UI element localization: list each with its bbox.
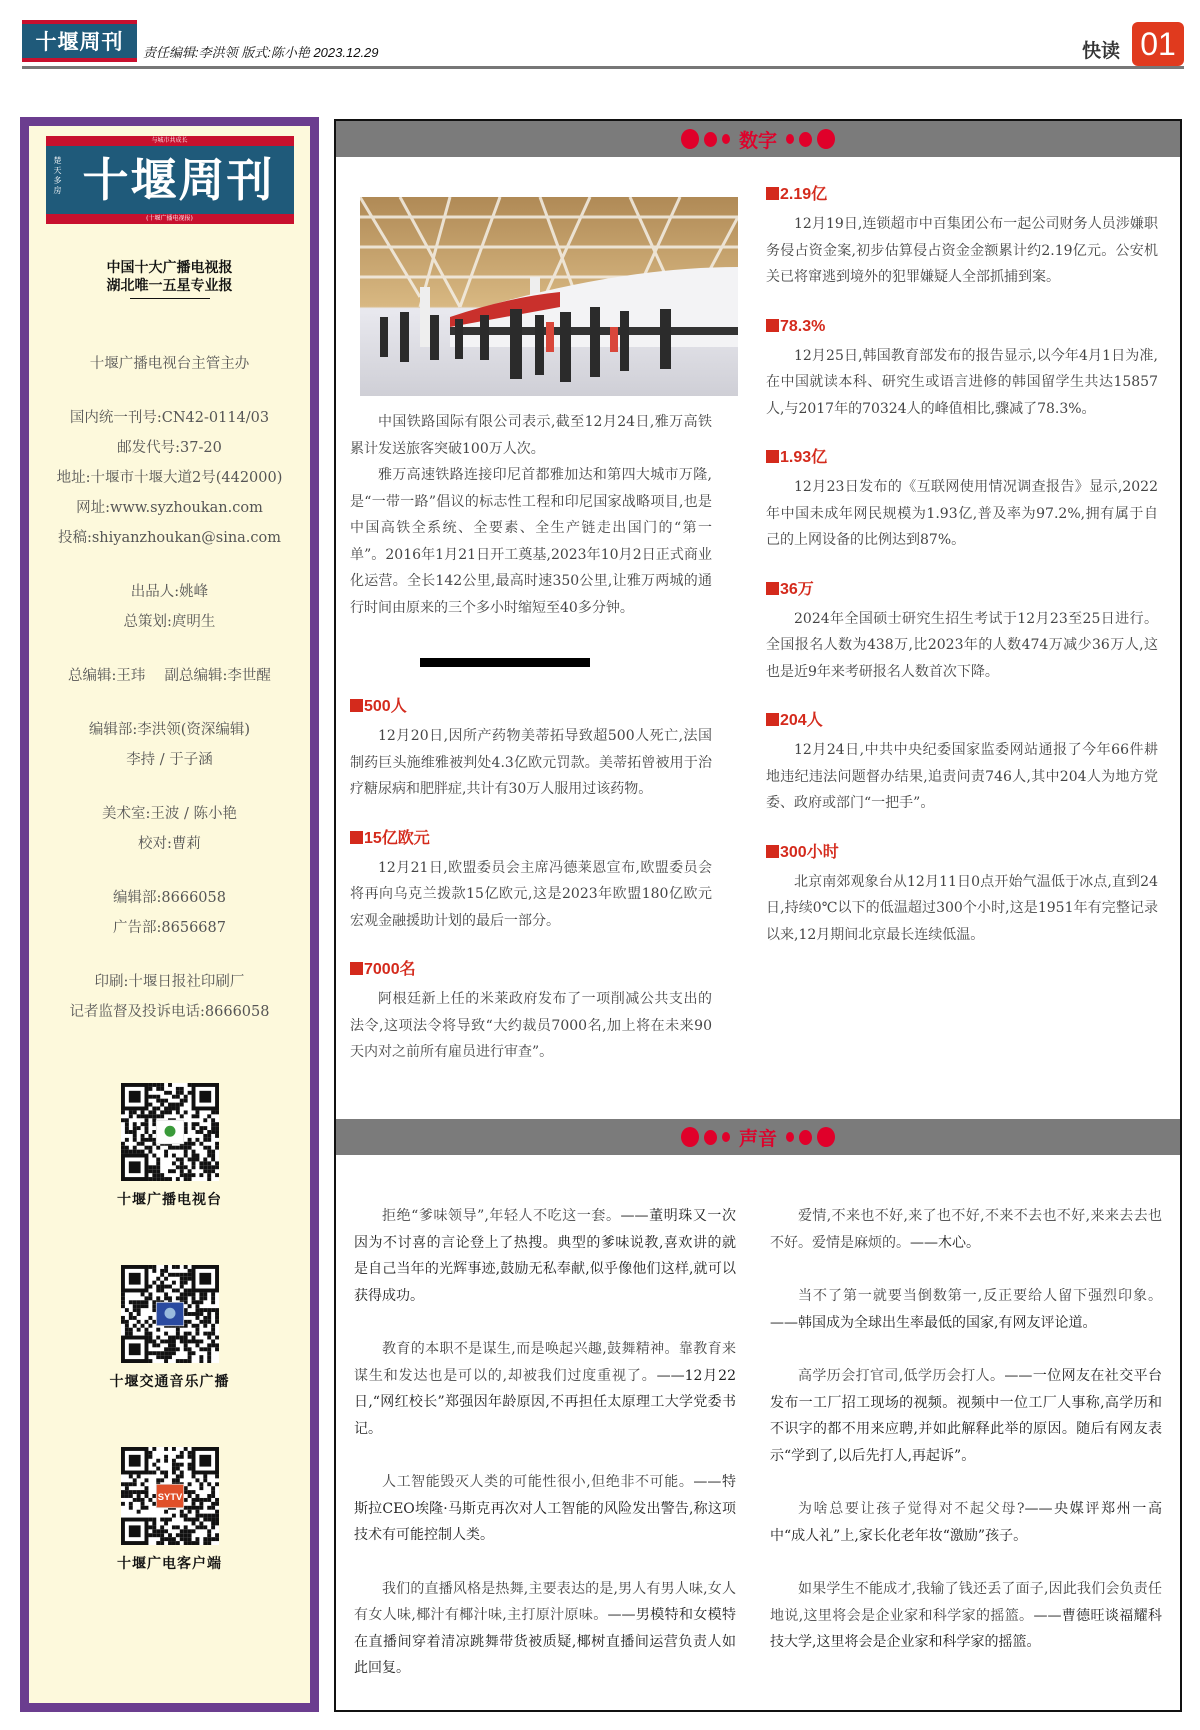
lead-paragraph: 雅万高速铁路连接印尼首都雅加达和第四大城市万隆,是“一带一路”倡议的标志性工程和印尼国家战略项目,也是中国高铁全系统、全要素、全生产链走出国门的“第一单”。2016年1月21日开工奠基,2023年10月2日正式商业化运营。全长142公里,最高时速350公里,让雅万两城的通行时间由原来的三个多小时缩短至40多分钟。	[350, 467, 712, 616]
divider-bar	[420, 658, 590, 667]
info-line: 校对:曹莉	[138, 836, 201, 852]
info-line: 李持 / 于子涵	[126, 752, 213, 768]
news-item	[766, 709, 1158, 817]
news-item-body: 12月19日,连锁超市中百集团公布一起公司财务人员涉嫌职务侵占资金案,初步估算侵占资金金额累计约2.19亿元。公安机关已将窜逃到境外的犯罪嫌疑人全部抓捕到案。	[766, 216, 1158, 285]
quote-item	[770, 1363, 1162, 1469]
tagline-1: 中国十大广播电视报	[106, 259, 233, 275]
info-line: 广告部:8656687	[113, 920, 226, 936]
qr-label: 十堰交通音乐广播	[109, 1373, 230, 1389]
quote-text: 拒绝“爹味领导”,年轻人不吃这一套。	[382, 1208, 621, 1224]
lead-paragraph: 中国铁路国际有限公司表示,截至12月24日,雅万高铁累计发送旅客突破100万人次。	[350, 414, 712, 457]
news-item-headline: 204人	[766, 709, 1158, 733]
quote-text: 当不了第一就要当倒数第一,反正要给人留下强烈印象。	[798, 1288, 1162, 1304]
dot-icon	[722, 134, 730, 144]
section-bar-voices	[336, 1119, 1180, 1155]
quote-item	[354, 1336, 736, 1442]
quote-text: 高学历会打官司,低学历会打人。	[798, 1368, 1005, 1384]
info-line: 美术室:王波 / 陈小艳	[102, 806, 237, 822]
qr-label: 十堰广电客户端	[117, 1555, 222, 1571]
news-item-headline: 1.93亿	[766, 446, 1158, 470]
news-item-body: 12月20日,因所产药物美蒂拓导致超500人死亡,法国制药巨头施维雅被判处4.3亿欧元罚款。美蒂拓曾被用于治疗糖尿病和肥胖症,共计有30万人服用过该药物。	[350, 728, 712, 797]
main-content	[334, 119, 1182, 1712]
tagline	[29, 258, 310, 299]
quote-text: 爱情,不来也不好,来了也不好,不来不去也不好,来来去去也不好。爱情是麻烦的。	[770, 1208, 1162, 1251]
quote-source: ——木心。	[910, 1234, 980, 1251]
dot-icon	[704, 1130, 717, 1145]
news-item-headline: 500人	[350, 695, 712, 719]
news-item	[766, 841, 1158, 949]
numbers-right-column	[766, 183, 1158, 972]
news-item-body: 北京南郊观象台从12月11日0点开始气温低于冰点,直到24日,持续0℃以下的低温超过300个小时,这是1951年有完整记录以来,12月期间北京最长连续低温。	[766, 873, 1158, 943]
quote-item	[354, 1469, 736, 1549]
info-group	[29, 577, 310, 637]
quote-text: 如果学生不能成才,我输了钱还丢了面子,因此我们会负责任地说,这里将会是企业家和科学家的摇篮。	[770, 1581, 1162, 1624]
info-group	[29, 349, 310, 379]
news-item	[350, 695, 712, 803]
qr-block	[29, 1447, 310, 1573]
newspaper-logo	[46, 136, 294, 224]
news-item	[350, 958, 712, 1066]
qr-code	[121, 1083, 219, 1181]
info-line: 记者监督及投诉电话:8666058	[69, 1004, 270, 1020]
info-line: 编辑部:李洪领(资深编辑)	[88, 722, 251, 738]
dot-icon	[681, 129, 699, 149]
tagline-2: 湖北唯一五星专业报	[106, 277, 233, 293]
voices-left-column	[354, 1203, 736, 1709]
info-group	[29, 967, 310, 1027]
info-group	[29, 403, 310, 553]
news-item-body: 阿根廷新上任的米莱政府发布了一项削减公共支出的法令,这项法令将导致“大约裁员7000名,加上将在未来90天内对之前所有雇员进行审查”。	[350, 991, 712, 1060]
qr-code	[121, 1265, 219, 1363]
news-item-headline: 78.3%	[766, 315, 1158, 339]
masthead-sidebar	[20, 117, 319, 1712]
info-line: 国内统一刊号:CN42-0114/03	[69, 410, 270, 426]
dot-icon	[681, 1127, 699, 1147]
dot-icon	[786, 134, 794, 144]
dot-icon	[722, 1132, 730, 1142]
quote-source: ——央媒评郑州一高中“成人礼”上,家长化老年妆“激励”孩子。	[770, 1501, 1162, 1544]
logo-calligraphy: 楚天多房	[53, 156, 62, 195]
quote-item	[770, 1283, 1162, 1336]
news-item-headline: 15亿欧元	[350, 827, 712, 851]
quote-source: ——12月22日,“网红校长”郑强因年龄原因,不再担任太原理工大学党委书记。	[354, 1367, 736, 1437]
info-line: 出品人:姚峰	[130, 584, 209, 600]
quote-source: ——男模特和女模特在直播间穿着清凉跳舞带货被质疑,椰树直播间运营负责人如此回复。	[354, 1607, 736, 1676]
qr-code	[121, 1447, 219, 1545]
quote-item	[354, 1203, 736, 1309]
info-line: 地址:十堰市十堰大道2号(442000)	[56, 470, 283, 486]
dot-icon	[817, 129, 835, 149]
quote-item	[770, 1576, 1162, 1656]
header-rule	[22, 66, 1184, 69]
info-line: 十堰广播电视台主管主办	[89, 356, 250, 372]
logo-subtitle: (十堰广播电视报)	[146, 215, 193, 222]
dot-icon	[817, 1127, 835, 1147]
dot-icon	[704, 132, 717, 147]
dot-icon	[799, 1130, 812, 1145]
info-line: 网址:www.syzhoukan.com	[76, 500, 263, 516]
quote-item	[354, 1576, 736, 1682]
quote-item	[770, 1496, 1162, 1549]
quote-source: ——特斯拉CEO埃隆·马斯克再次对人工智能的风险发出警告,称这项技术有可能控制人类。	[354, 1474, 737, 1543]
news-item	[766, 183, 1158, 291]
info-line: 编辑部:8666058	[113, 890, 226, 906]
news-item	[766, 446, 1158, 554]
news-item-headline: 2.19亿	[766, 183, 1158, 207]
info-group	[29, 661, 310, 691]
info-line: 总编辑:王玮 副总编辑:李世醒	[68, 668, 271, 684]
staff-info	[29, 349, 310, 1027]
news-item	[766, 578, 1158, 686]
quote-source: ——曹德旺谈福耀科技大学,这里将会是企业家和科学家的摇篮。	[770, 1607, 1163, 1650]
info-group	[29, 883, 310, 943]
info-line: 邮发代号:37-20	[117, 440, 222, 456]
section-name: 快读	[1082, 41, 1121, 62]
quote-text: 为啥总要让孩子觉得对不起父母?	[798, 1501, 1025, 1517]
info-line: 印刷:十堰日报社印刷厂	[94, 974, 245, 990]
section-title: 数字	[738, 130, 777, 152]
photo-illustration	[360, 197, 738, 396]
section-bar-numbers	[336, 121, 1180, 157]
news-item-headline: 7000名	[350, 958, 712, 982]
quote-text: 人工智能毁灭人类的可能性很小,但绝非不可能。	[382, 1474, 694, 1490]
page-number: 01	[1132, 22, 1184, 66]
editor-credits: 责任编辑:李洪领 版式:陈小艳 2023.12.29	[143, 45, 379, 60]
dot-icon	[799, 132, 812, 147]
quote-item	[770, 1203, 1162, 1256]
news-item-body: 12月24日,中共中央纪委国家监委网站通报了今年66件耕地违纪违法问题督办结果,追责问责746人,其中204人为地方党委、政府或部门“一把手”。	[766, 742, 1158, 811]
dot-icon	[786, 1132, 794, 1142]
news-item-body: 12月23日发布的《互联网使用情况调查报告》显示,2022年中国未成年网民规模为1.93亿,普及率为97.2%,拥有属于自己的上网设备的比例达到87%。	[766, 479, 1158, 548]
tagline-rule	[130, 298, 210, 299]
qr-codes	[29, 1083, 310, 1573]
qr-block	[29, 1083, 310, 1209]
quote-source: ——韩国成为全球出生率最低的国家,有网友评论道。	[770, 1314, 1097, 1331]
voices-right-column	[770, 1203, 1162, 1683]
quote-source: ——一位网友在社交平台发布一工厂招工现场的视频。视频中一位工厂人事称,高学历和不识字的都不用来应聘,并如此解释此举的原因。随后有网友表示“学到了,以后先打人,再起诉”。	[770, 1368, 1163, 1464]
news-item	[766, 315, 1158, 423]
railway-station-photo	[360, 197, 738, 396]
quote-source: ——董明珠又一次因为不讨喜的言论登上了热搜。典型的爹味说教,喜欢讲的就是自己当年的光辉事迹,鼓励无私奉献,似乎像他们这样,就可以获得成功。	[354, 1208, 736, 1304]
qr-block	[29, 1265, 310, 1391]
news-item-body: 12月21日,欧盟委员会主席冯德莱恩宣布,欧盟委员会将再向乌克兰拨款15亿欧元,这是2023年欧盟180亿欧元宏观金融援助计划的最后一部分。	[350, 859, 712, 929]
logo-slogan: 与城市共成长	[151, 137, 188, 144]
info-line: 总策划:庹明生	[123, 614, 216, 630]
info-group	[29, 715, 310, 775]
section-title: 声音	[738, 1128, 777, 1150]
info-group	[29, 799, 310, 859]
numbers-left-column	[350, 409, 712, 1090]
news-item	[350, 827, 712, 935]
news-item-headline: 300小时	[766, 841, 1158, 865]
qr-label: 十堰广播电视台	[117, 1191, 222, 1207]
quote-text: 我们的直播风格是热舞,主要表达的是,男人有男人味,女人有女人味,椰汁有椰汁味,主打原汁原味。	[354, 1580, 736, 1623]
quote-text: 教育的本职不是谋生,而是唤起兴趣,鼓舞精神。靠教育来谋生和发达也是可以的,却被我们过度重视了。	[354, 1341, 736, 1384]
info-line: 投稿:shiyanzhoukan@sina.com	[57, 530, 282, 546]
masthead-logo: 十堰周刊	[22, 20, 137, 62]
logo-title: 十堰周刊	[82, 153, 275, 207]
news-item-headline: 36万	[766, 578, 1158, 602]
svg-text:SYTV: SYTV	[157, 1490, 182, 1502]
news-item-body: 12月25日,韩国教育部发布的报告显示,以今年4月1日为准,在中国就读本科、研究生或语言进修的韩国留学生共达15857人,与2017年的70324人的峰值相比,骤减了78.3%。	[766, 347, 1158, 417]
news-item-body: 2024年全国硕士研究生招生考试于12月23至25日进行。全国报名人数为438万,比2023年的人数474万减少36万人,这也是近9年来考研报名人数首次下降。	[766, 610, 1158, 680]
